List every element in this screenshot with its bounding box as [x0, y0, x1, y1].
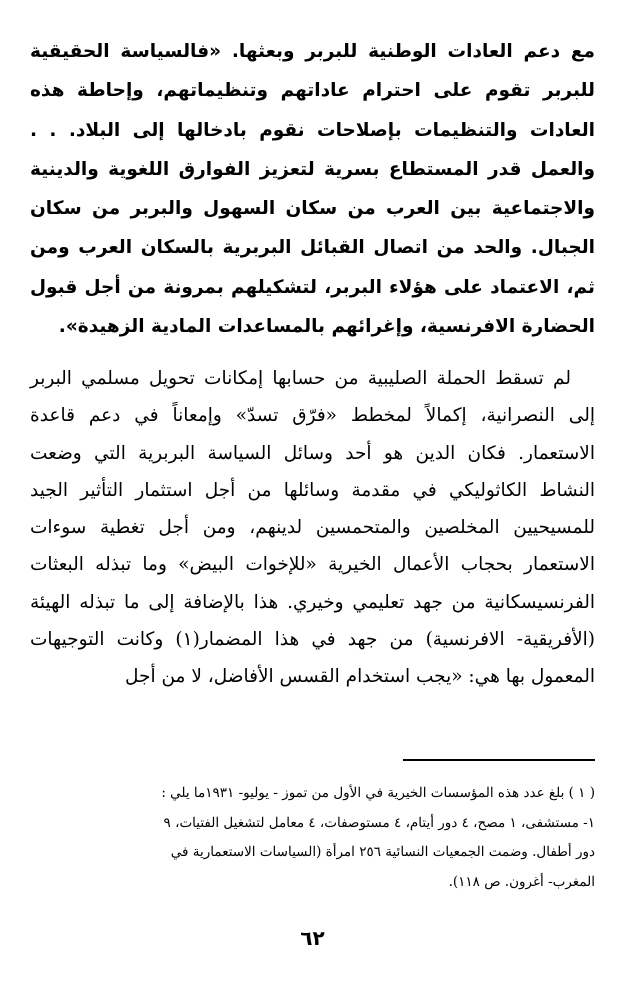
footnote-line: ١- مستشفى، ١ مصح، ٤ دور أيتام، ٤ مستوصفات، ٤ معامل لتشغيل الفتيات، ٩ — [163, 814, 595, 831]
footnote-line: ( ١ ) بلغ عدد هذه المؤسسات الخيرية في الأول من تموز - يوليو- ١٩٣١ما يلي : — [161, 785, 595, 801]
footnote-line: المغرب- أغرون. ص ١١٨). — [448, 873, 595, 890]
footnotes — [30, 779, 595, 897]
page-number: ٦٢ — [300, 926, 325, 950]
footnote-separator — [403, 759, 595, 761]
footnote-line: دور أطفال. وضمت الجمعيات النسائية ٢٥٦ امرأة (السياسات الاستعمارية في — [170, 844, 595, 860]
quoted-paragraph: مع دعم العادات الوطنية للبربر وبعثها. «فالسياسة الحقيقية للبربر تقوم على احترام عاداتهم وتنظيماتهم، وإحاطة هذه العادات والتنظيمات بإصلاحات نقوم بادخالها إلى البلاد. . . والعمل قدر المستطاع بسرية لتعزيز الفوارق اللغوية والدينية والاجتماعية بين العرب من سكان السهول والبربر من سكان الجبال. والحد من اتصال القبائل البربرية بالسكان العرب ومن ثم، الاعتماد على هؤلاء البربر، لتشكيلهم بمرونة من أجل قبول الحضارة الافرنسية، وإغرائهم بالمساعدات المادية الزهيدة». — [30, 41, 595, 338]
body-paragraph: لم تسقط الحملة الصليبية من حسابها إمكانات تحويل مسلمي البربر إلى النصرانية، إكمالاً لمخطط «فرّق تسدّ» وإمعاناً في دعم قاعدة الاستعمار. فكان الدين هو أحد وسائل السياسة البربرية التي وضعت النشاط الكاثوليكي في مقدمة وسائلها من أجل استثمار التأثير الجيد للمسيحيين المخلصين والمتحمسين لدينهم، ومن أجل تغطية سوءات الاستعمار بحجاب الأعمال الخيرية «للإخوات البيض» وما تبذله البعثات الفرنسيسكانية من جهد تعليمي وخيري. هذا بالإضافة إلى ما تبذله الهيئة (الأفريقية- الافرنسية) من جهد في هذا المضمار(١) وكانت التوجيهات المعمول بها هي: «يجب استخدام القسس الأفاضل، لا من أجل — [30, 368, 596, 688]
